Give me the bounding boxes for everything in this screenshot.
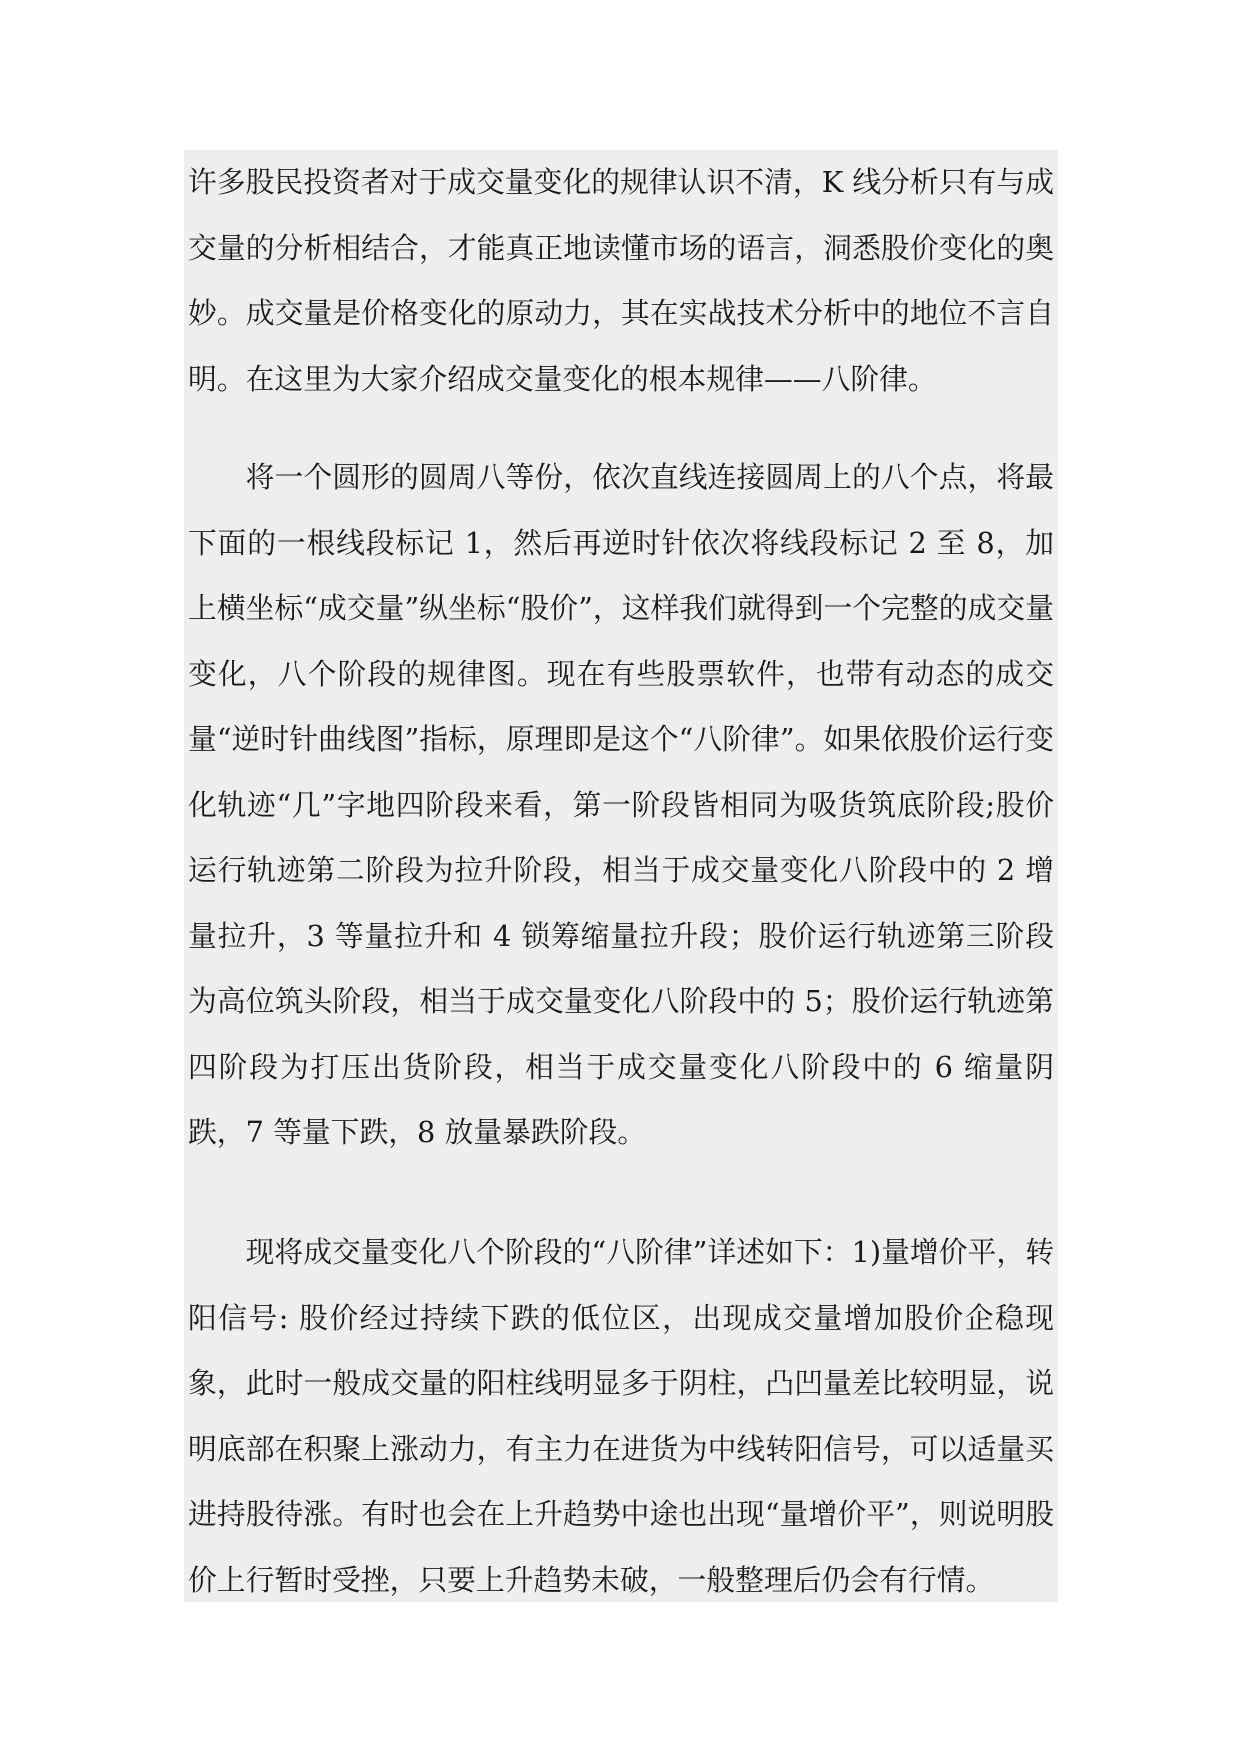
paragraph-stage-details: 现将成交量变化八个阶段的“八阶律”详述如下：1)量增价平，转阳信号: 股价经过持续下跌的低位区，出现成交量增加股价企稳现象，此时一般成交量的阳柱线明显多于阴柱，凸凹量差比较明显，说明底部在积聚上涨动力，有主力在进货为中线转阳信号，可以适量买进持股待涨。有时也会在上升趋势中途也出现“量增价平”，则说明股价上行暂时受挫，只要上升趋势未破，一般整理后仍会有行情。 bbox=[188, 1235, 1054, 1597]
paragraph-intro: 许多股民投资者对于成交量变化的规律认识不清，K 线分析只有与成交量的分析相结合，才能真正地读懂市场的语言，洞悉股价变化的奥妙。成交量是价格变化的原动力，其在实战技术分析中的地位不言自明。在这里为大家介绍成交量变化的根本规律——八阶律。 bbox=[188, 165, 1054, 396]
highlighted-text-block bbox=[184, 150, 1058, 1602]
paragraph-eight-stage-diagram: 将一个圆形的圆周八等份，依次直线连接圆周上的八个点，将最下面的一根线段标记 1，然后再逆时针依次将线段标记 2 至 8，加上横坐标“成交量”纵坐标“股价”，这样我们就得到一个完整的成交量变化，八个阶段的规律图。现在有些股票软件，也带有动态的成交量“逆时针曲线图”指标，原理即是这个“八阶律”。如果依股价运行变化轨迹“几”字地四阶段来看，第一阶段皆相同为吸货筑底阶段;股价运行轨迹第二阶段为拉升阶段，相当于成交量变化八阶段中的 2 增量拉升，3 等量拉升和 4 锁筹缩量拉升段；股价运行轨迹第三阶段为高位筑头阶段，相当于成交量变化八阶段中的 5；股价运行轨迹第四阶段为打压出货阶段，相当于成交量变化八阶段中的 6 缩量阴跌，7 等量下跌，8 放量暴跌阶段。 bbox=[188, 460, 1054, 1149]
